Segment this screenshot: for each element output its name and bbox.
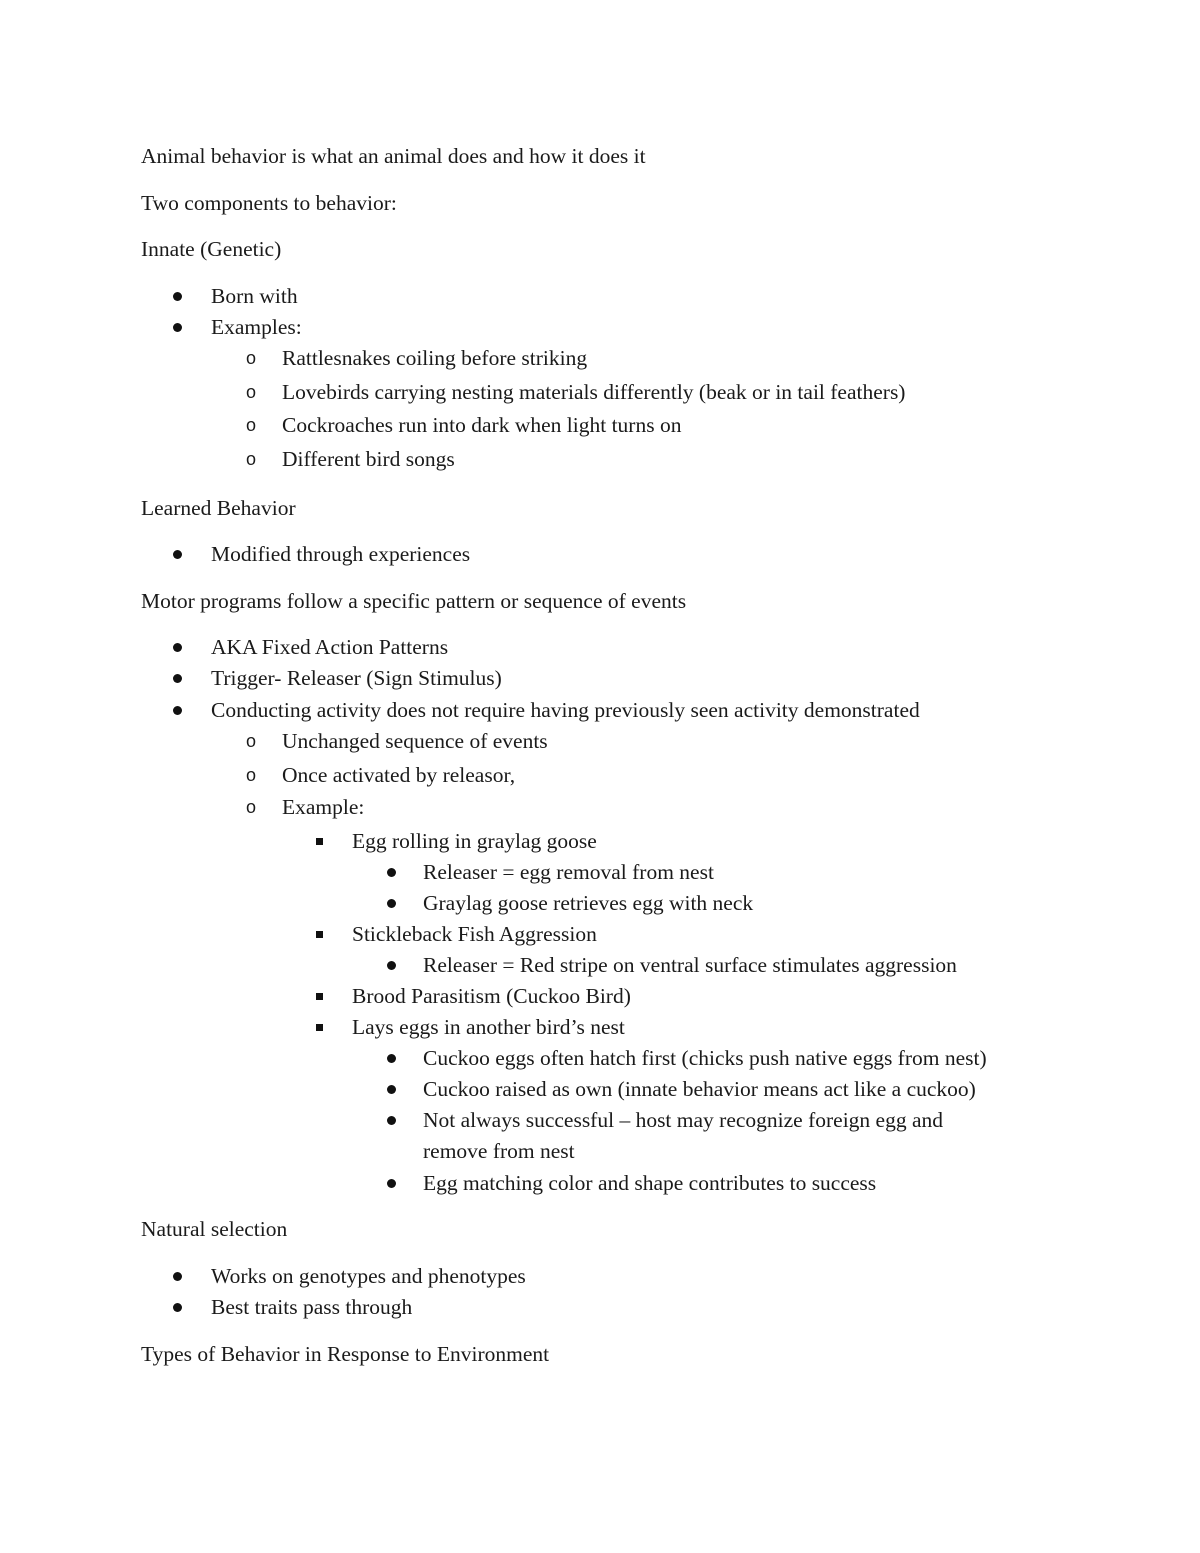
list-item: Brood Parasitism (Cuckoo Bird) <box>352 984 631 1008</box>
bullet-icon <box>173 1293 182 1321</box>
bullet-icon <box>173 633 182 661</box>
list-item-continuation: remove from nest <box>423 1139 575 1163</box>
bullet-icon <box>387 951 396 979</box>
bullet-icon <box>173 696 182 724</box>
bullet-icon <box>173 313 182 341</box>
list-item: Lovebirds carrying nesting materials differently (beak or in tail feathers) <box>282 380 906 404</box>
list-item: Cockroaches run into dark when light turns on <box>282 413 682 437</box>
circle-bullet-icon: o <box>246 382 257 402</box>
list-item: Different bird songs <box>282 447 455 471</box>
list-item: Works on genotypes and phenotypes <box>211 1264 526 1288</box>
list-item: Once activated by releasor, <box>282 763 516 787</box>
bullet-icon <box>173 540 182 568</box>
circle-bullet-icon: o <box>246 415 257 435</box>
bullet-icon <box>387 1106 396 1134</box>
circle-bullet-icon: o <box>246 449 257 469</box>
list-item: AKA Fixed Action Patterns <box>211 635 449 659</box>
list-item: Lays eggs in another bird’s nest <box>352 1015 625 1039</box>
list-item: Trigger- Releaser (Sign Stimulus) <box>211 666 502 690</box>
circle-bullet-icon: o <box>246 765 257 785</box>
bullet-icon <box>173 664 182 692</box>
list-item: Not always successful – host may recognize foreign egg and <box>423 1108 944 1132</box>
paragraph-components: Two components to behavior: <box>141 191 397 215</box>
list-item: Releaser = egg removal from nest <box>423 860 714 884</box>
list-item: Releaser = Red stripe on ventral surface stimulates aggression <box>423 953 957 977</box>
list-item: Born with <box>211 284 298 308</box>
list-item: Egg rolling in graylag goose <box>352 829 597 853</box>
list-item: Stickleback Fish Aggression <box>352 922 597 946</box>
square-bullet-icon <box>316 1013 323 1041</box>
circle-bullet-icon: o <box>246 348 257 368</box>
list-item: Cuckoo eggs often hatch first (chicks push native eggs from nest) <box>423 1046 987 1070</box>
bullet-icon <box>387 1044 396 1072</box>
paragraph-definition: Animal behavior is what an animal does and how it does it <box>141 144 646 168</box>
square-bullet-icon <box>316 920 323 948</box>
bullet-icon <box>387 1169 396 1197</box>
circle-bullet-icon: o <box>246 731 257 751</box>
circle-bullet-icon: o <box>246 797 257 817</box>
heading-innate: Innate (Genetic) <box>141 237 282 261</box>
square-bullet-icon <box>316 982 323 1010</box>
heading-natural-selection: Natural selection <box>141 1217 288 1241</box>
list-item: Cuckoo raised as own (innate behavior means act like a cuckoo) <box>423 1077 976 1101</box>
heading-types-of-behavior: Types of Behavior in Response to Environment <box>141 1342 550 1366</box>
list-item: Conducting activity does not require having previously seen activity demonstrated <box>211 698 920 722</box>
bullet-icon <box>387 889 396 917</box>
list-item: Modified through experiences <box>211 542 471 566</box>
bullet-icon <box>387 1075 396 1103</box>
list-item: Example: <box>282 795 365 819</box>
list-item: Egg matching color and shape contributes to success <box>423 1171 877 1195</box>
bullet-icon <box>173 1262 182 1290</box>
list-item: Rattlesnakes coiling before striking <box>282 346 588 370</box>
heading-learned: Learned Behavior <box>141 496 296 520</box>
bullet-icon <box>387 858 396 886</box>
list-item: Examples: <box>211 315 302 339</box>
paragraph-motor-programs: Motor programs follow a specific pattern or sequence of events <box>141 589 687 613</box>
list-item: Graylag goose retrieves egg with neck <box>423 891 754 915</box>
square-bullet-icon <box>316 827 323 855</box>
bullet-icon <box>173 282 182 310</box>
list-item: Best traits pass through <box>211 1295 413 1319</box>
list-item: Unchanged sequence of events <box>282 729 548 753</box>
